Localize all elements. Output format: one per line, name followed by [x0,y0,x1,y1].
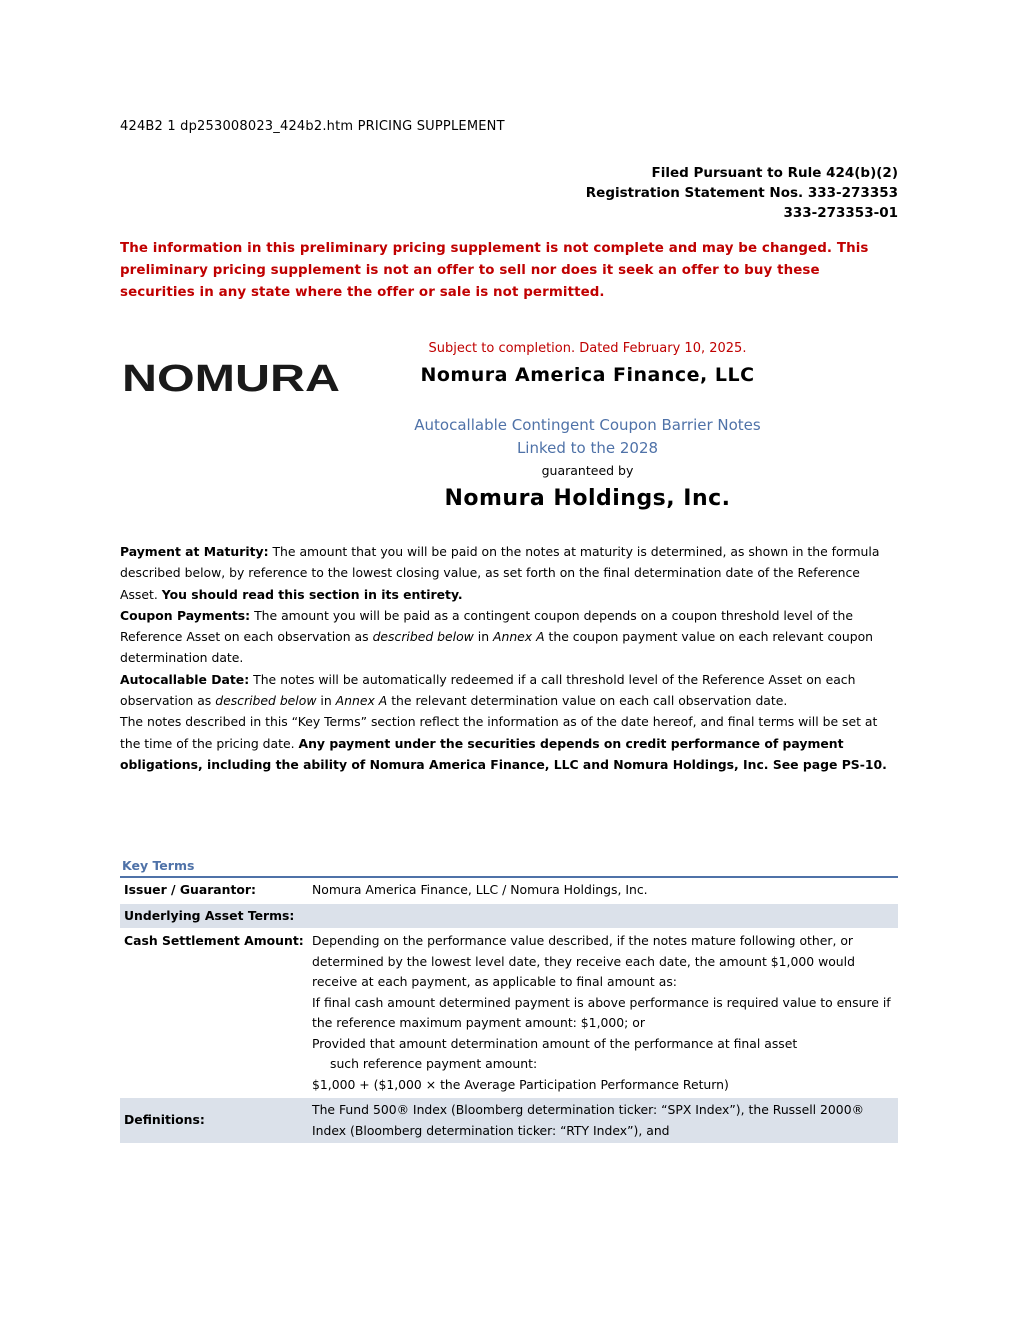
title-block [365,338,810,516]
row-label: Cash Settlement Amount: [120,929,308,1098]
row-value: The Fund 500® Index (Bloomberg determination ticker: “SPX Index”), the Russell 2000® Index (Bloomberg determination ticker: “RTY Index”), and [308,1098,898,1144]
coupon-payments-text-c: the coupon payment value on each relevant coupon determination date. [120,629,874,666]
value-line: $1,000 + ($1,000 × the Average Participation Performance Return) [312,1076,729,1092]
registration-numbers-2: 333-273353-01 [783,205,898,221]
autocallable-link-b: Annex A [335,693,388,709]
key-terms-note-text: The notes described in this “Key Terms” section reflect the information as of the date hereof, and final terms will be set at the time of the pricing date. [120,714,878,751]
guarantor-name: Nomura Holdings, Inc. [444,486,731,511]
coupon-payments-text-b: in [477,629,490,645]
row-label: Definitions: [120,1098,308,1144]
key-terms-section [120,856,898,1143]
row-label: Issuer / Guarantor: [120,878,308,903]
registration-numbers: Registration Statement Nos. 333-273353 [585,185,898,201]
coupon-payments-link-a: described below [372,629,474,645]
autocallable-link-a: described below [215,693,317,709]
payment-at-maturity-label: Payment at Maturity: [120,544,269,559]
row-value [308,929,898,1098]
value-line: Provided that amount determination amount of the performance at final asset [312,1035,798,1051]
placeholder-glyph [365,390,810,414]
issuer-name: Nomura America Finance, LLC [420,364,755,386]
autocallable-label: Autocallable Date: [120,671,250,687]
payment-at-maturity-paragraph [120,541,898,605]
payment-at-maturity-emphasis: You should read this section in its entirety. [161,586,463,602]
row-value: Nomura America Finance, LLC / Nomura Holdings, Inc. [308,878,898,903]
payment-at-maturity-text: The amount that you will be paid on the notes at maturity is determined, as shown in the formula described below, by reference to the lowest closing value, as set forth on the final determination date of the Reference Asset. [120,544,880,602]
filing-rule: Filed Pursuant to Rule 424(b)(2) [651,165,898,181]
key-terms-note-paragraph [120,711,898,775]
product-title-line-2: Linked to the 2028 [516,439,659,457]
filing-info [586,163,898,223]
table-row [120,903,898,929]
autocallable-text-c: the relevant determination value on each call observation date. [391,693,788,709]
coupon-payments-text-a: The amount you will be paid as a contingent coupon depends on a coupon threshold level of the Reference Asset on each observation as [120,607,853,645]
coupon-payments-paragraph [120,605,898,669]
table-row [120,929,898,1098]
credit-risk-statement: Any payment under the securities depends on credit performance of payment obligations, including the ability of Nomura America Finance, LLC and Nomura Holdings, Inc. See page PS-10. [120,735,887,772]
table-row [120,1098,898,1144]
subject-to-completion: Subject to completion. Dated February 10, 2025. [428,341,747,356]
preliminary-notice: The information in this preliminary pricing supplement is not complete and may be changed. This preliminary pricing supplement is not an offer to sell nor does it seek an offer to buy these securities in any state where the offer or sale is not permitted. [120,241,869,300]
table-row [120,878,898,903]
nomura-logo [122,360,340,394]
value-line: Depending on the performance value described, if the notes mature following other, or determined by the lowest level date, they receive each date, the amount $1,000 would receive at each payment, as applicable to final amount as: [312,933,855,989]
autocallable-paragraph [120,669,898,712]
autocallable-text-a: The notes will be automatically redeemed if a call threshold level of the Reference Asset on each observation as [120,671,856,709]
value-line: such reference payment amount: [330,1056,538,1071]
product-title-line-1: Autocallable Contingent Coupon Barrier Notes [414,416,761,434]
summary-section [120,541,898,775]
row-value [308,903,898,929]
coupon-payments-label: Coupon Payments: [120,607,251,623]
value-line: If final cash amount determined payment is above performance is required value to ensure if the reference maximum payment amount: $1,000; or [312,994,891,1030]
file-header: 424B2 1 dp253008023_424b2.htm PRICING SUPPLEMENT [120,119,505,134]
svg-text:NOMURA: NOMURA [122,360,340,394]
coupon-payments-link-b: Annex A [493,629,545,645]
key-terms-title: Key Terms [120,856,898,878]
guaranteed-by-label: guaranteed by [541,463,634,478]
key-terms-table [120,878,898,1143]
row-label: Underlying Asset Terms: [120,903,308,929]
autocallable-text-b: in [320,693,332,709]
